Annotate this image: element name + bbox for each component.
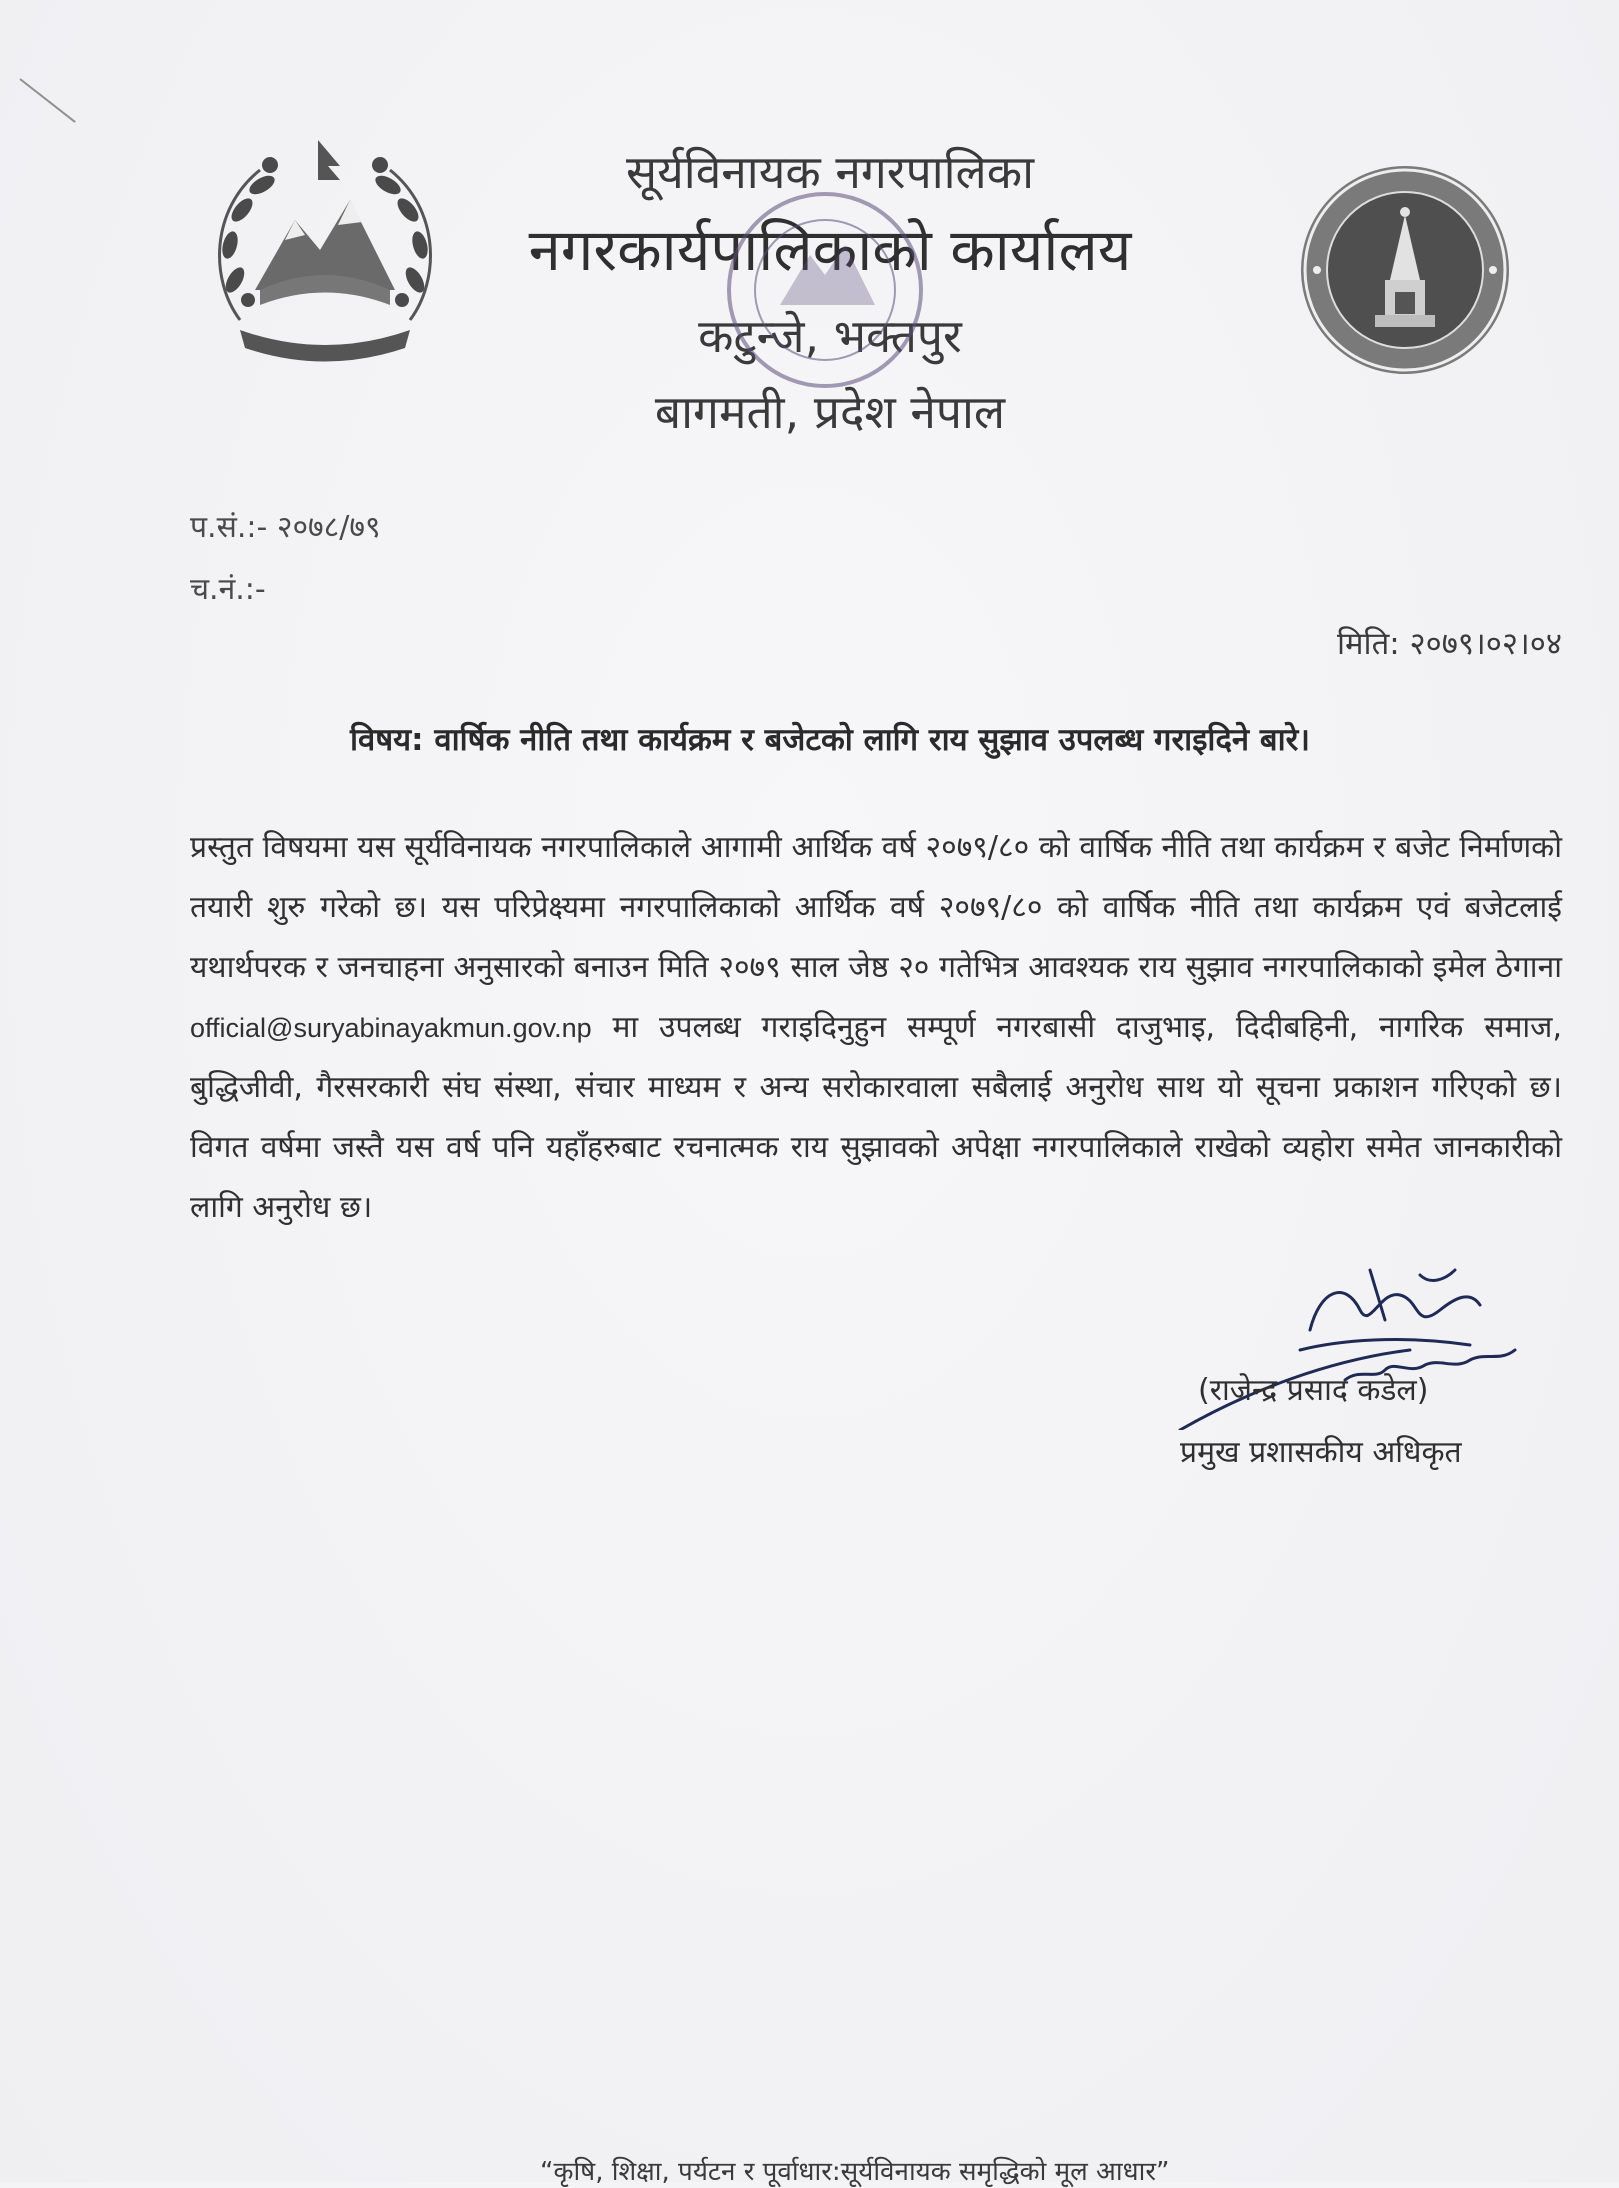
signatory-title: प्रमुख प्रशासकीय अधिकृत <box>1180 1435 1462 1470</box>
office-name: नगरकार्यपालिकाको कार्यालय <box>528 216 1132 284</box>
letter-subject: विषय: वार्षिक नीति तथा कार्यक्रम र बजेटको लागि राय सुझाव उपलब्ध गराइदिने बारे। <box>350 722 1311 758</box>
body-text-part1: प्रस्तुत विषयमा यस सूर्यविनायक नगरपालिकाले आगामी आर्थिक वर्ष २०७९/८० को वार्षिक नीति तथा कार्यक्रम र बजेट निर्माणको तयारी शुरु गरेको छ। यस परिप्रेक्ष्यमा नगरपालिकाको आर्थिक वर्ष २०७९/८० को वार्षिक नीति तथा कार्यक्रम एवं बजेटलाई यथार्थपरक र जनचाहना अनुसारको बनाउन मिति २०७९ साल जेष्ठ २० गतेभित्र आवश्यक राय सुझाव नगरपालिकाको इमेल ठेगाना <box>190 830 1562 985</box>
municipality-name: सूर्यविनायक नगरपालिका <box>626 145 1034 199</box>
letter-number: प.सं.:- २०७८/७९ <box>190 510 381 545</box>
letter-body <box>190 818 1562 1238</box>
body-text-part2: मा उपलब्ध गराइदिनुहुन सम्पूर्ण नगरबासी दाजुभाइ, दिदीबहिनी, नागरिक समाज, बुद्धिजीवी, गैरसरकारी संघ संस्था, संचार माध्यम र अन्य सरोकारवाला सबैलाई अनुरोध साथ यो सूचना प्रकाशन गरिएको छ। विगत वर्षमा जस्तै यस वर्ष पनि यहाँहरुबाट रचनात्मक राय सुझावको अपेक्षा नगरपालिकाले राखेको व्यहोरा समेत जानकारीको लागि अनुरोध छ। <box>190 1010 1562 1225</box>
signatory-name: (राजेन्द्र प्रसाद कडेल) <box>1198 1373 1429 1408</box>
nepal-coat-of-arms-icon <box>200 130 450 370</box>
municipality-logo-icon <box>1295 160 1515 380</box>
letter-date: मिति: २०७९।०२।०४ <box>1336 626 1562 662</box>
email-address: official@suryabinayakmun.gov.np <box>190 1013 592 1043</box>
office-location: कटुन्जे, भक्तपुर <box>698 309 962 363</box>
office-stamp-icon <box>720 185 930 395</box>
footer-slogan: “कृषि, शिक्षा, पर्यटन र पूर्वाधार:सूर्यविनायक समृद्धिको मूल आधार” <box>540 2157 1170 2187</box>
scan-mark <box>19 78 75 123</box>
province-name: बागमती, प्रदेश नेपाल <box>654 385 1006 439</box>
dispatch-number: च.नं.:- <box>190 572 266 607</box>
